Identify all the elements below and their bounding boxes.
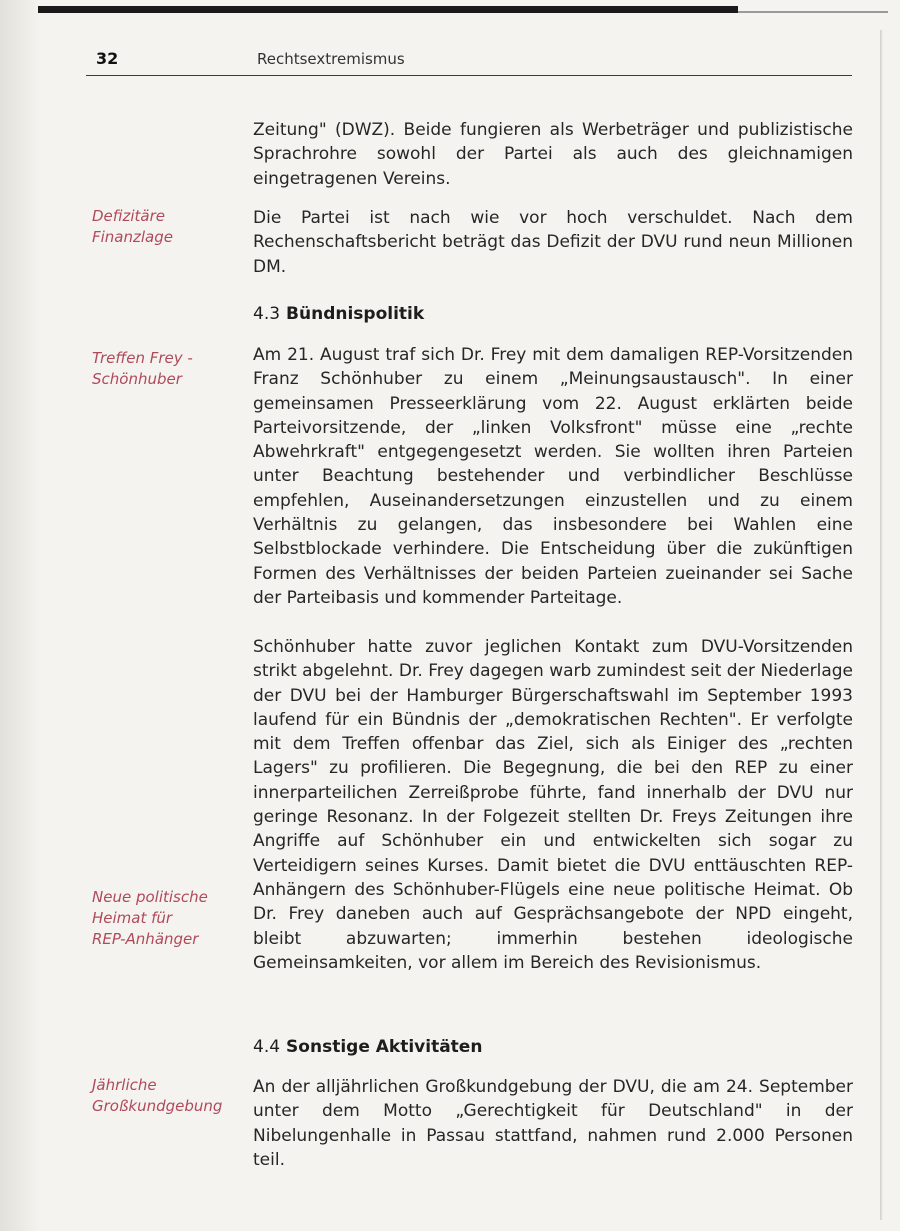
paragraph-finanzlage: Die Partei ist nach wie vor hoch verschuldet. Nach dem Rechenschaftsbericht beträgt das Defizit der DVU rund neun Millionen DM. [253,208,853,277]
margin-note-line: Schönhuber [92,370,182,388]
scan-shadow [0,0,40,1231]
margin-note-line: Jährliche [92,1076,157,1094]
top-edge-fade [738,11,888,13]
running-title: Rechtsextremismus [257,50,405,68]
margin-note-kundgebung [92,1075,222,1117]
section-heading-4-3 [253,304,424,324]
paragraph-kundgebung: An der alljährlichen Großkundgebung der DVU, die am 24. September unter dem Motto „Gerechtigkeit für Deutschland" in der Nibelungenhalle in Passau stattfand, nahmen rund 2.000 Personen teil. [253,1077,853,1170]
margin-note-line: Neue politische [92,888,208,906]
margin-note-line: Heimat für [92,909,173,927]
paragraph-treffen: Am 21. August traf sich Dr. Frey mit dem damaligen REP-Vorsitzenden Franz Schönhuber zu einem „Meinungsaustausch". In einer gemeinsamen Presseerklärung vom 22. August erklärten beide Parteivorsitzende, der „linken Volksfront" müsse eine „rechte Abwehrkraft" entgegengesetzt werden. Sie wollten ihren Parteien unter Beachtung bestehender und verbindlicher Beschlüsse empfehlen, Auseinandersetzungen einzustellen und zu einem Verhältnis zu gelangen, das insbesondere bei Wahlen eine Selbstblockade verhindere. Die Entscheidung über die zukünftigen Formen des Verhältnisses der beiden Parteien zueinander sei Sache der Parteibasis und kommender Parteitage. [253,345,853,608]
margin-note-finanzlage [92,206,173,248]
margin-note-line: Finanzlage [92,228,173,246]
section-title: Sonstige Aktivitäten [286,1037,483,1057]
margin-note-line: Defizitäre [92,207,165,225]
section-title: Bündnispolitik [286,304,425,324]
paragraph-dwz: Zeitung" (DWZ). Beide fungieren als Werbeträger und publizistische Sprachrohre sowohl der Partei als auch des gleichnamigen eingetragenen Vereins. [253,120,853,189]
section-number: 4.4 [253,1037,281,1057]
section-heading-4-4 [253,1037,482,1057]
paragraph-schoenhuber: Schönhuber hatte zuvor jeglichen Kontakt zum DVU-Vorsitzenden strikt abgelehnt. Dr. Frey dagegen warb zumindest seit der Niederlage der DVU bei der Hamburger Bürgerschaftswahl im September 1993 laufend für ein Bündnis der „demokratischen Rechten". Er verfolgte mit dem Treffen offenbar das Ziel, sich als Einiger des „rechten Lagers" zu profilieren. Die Begegnung, die bei den REP zu einer innerparteilichen Zerreißprobe führte, fand innerhalb der DVU nur geringe Resonanz. In der Folgezeit stellten Dr. Freys Zeitungen ihre Angriffe auf Schönhuber ein und entwickelten sich sogar zu Verteidigern seines Kurses. Damit bietet die DVU enttäuschten REP-Anhängern des Schönhuber-Flügels eine neue politische Heimat. Ob Dr. Frey daneben auch auf Gesprächsangebote der NPD eingeht, bleibt abzuwarten; immerhin bestehen ideologische Gemeinsamkeiten, vor allem im Bereich des Revisionismus. [253,637,853,973]
margin-note-line: Großkundgebung [92,1097,223,1115]
right-page-edge [880,30,883,1220]
page-number: 32 [96,49,119,68]
margin-note-heimat [92,887,208,950]
section-number: 4.3 [253,304,281,324]
header-rule [86,75,852,76]
margin-note-line: Treffen Frey - [92,349,193,367]
top-edge-bar [38,6,738,13]
margin-note-treffen [92,348,193,390]
margin-note-line: REP-Anhänger [92,930,199,948]
